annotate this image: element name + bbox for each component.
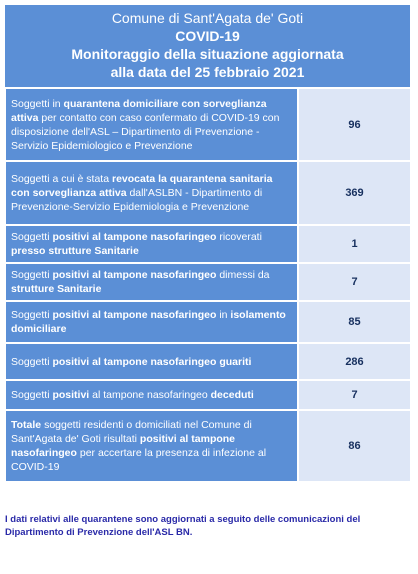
row-description [6,302,297,342]
municipality-title: Comune di Sant'Agata de' Goti [111,10,304,26]
description-bold-part: positivi al tampone nasofaringeo [52,231,217,243]
description-text-part: ricoverati [216,231,262,243]
description-bold-part: positivi al tampone nasofaringeo [52,269,217,281]
row-description [6,162,297,224]
description-bold-part: positivi [52,389,90,401]
description-bold-part: positivi al tampone nasofaringeo guariti [52,355,252,368]
row-description [6,411,297,481]
description-text-part: dimessi da [216,269,270,281]
description-bold-part: quarantena domiciliare con sorveglianza attiva [11,97,267,124]
table-body [5,87,410,481]
table-row [6,160,410,224]
covid-report-table [5,5,410,481]
description-text-part: per accertare la presenza di infezione al COVID-19 [11,447,267,473]
description-bold-part: positivi al tampone nasofaringeo [11,433,236,459]
row-value: 286 [297,344,410,379]
table-row [6,409,410,481]
row-value: 7 [297,381,410,409]
description-bold-part: presso strutture Sanitarie [11,245,139,257]
row-description [6,89,297,160]
table-row [6,379,410,409]
description-bold-part: positivi al tampone nasofaringeo [52,309,217,321]
description-bold-part: isolamento domiciliare [11,309,286,335]
table-row [6,342,410,379]
row-description [6,344,297,379]
footnote: I dati relativi alle quarantene sono aggiornati a seguito delle comunicazioni del Dipartimento di Prevenzione dell'ASL BN. [5,514,361,538]
table-row [6,300,410,342]
row-description [6,264,297,300]
table-row [6,87,410,160]
row-value: 86 [297,411,410,481]
row-description [6,226,297,262]
description-text-part: in [216,309,231,321]
report-date: alla data del 25 febbraio 2021 [110,64,305,80]
description-text-part: al tampone nasofaringeo [89,389,211,401]
row-description [6,381,297,409]
description-bold-part: deceduti [210,389,254,401]
row-value: 96 [297,89,410,160]
table-header [5,5,410,87]
row-value: 7 [297,264,410,300]
description-text-part: Soggetti [11,269,53,281]
row-value: 369 [297,162,410,224]
description-text-part: Soggetti [11,231,53,243]
description-text-part: Soggetti [11,389,53,401]
report-title: Monitoraggio della situazione aggiornata [71,46,344,62]
table-row [6,224,410,262]
description-bold-part: Totale [11,419,42,431]
row-value: 85 [297,302,410,342]
description-bold-part: strutture Sanitarie [11,283,102,295]
description-text-part: per contatto con caso confermato di COVID-19 con disposizione dell'ASL – Dipartimento di Prevenzione - Servizio Epidemiologico e Prevenzione [11,111,280,152]
description-text-part: Soggetti in [11,97,64,110]
description-text-part: Soggetti [11,309,53,321]
description-text-part: soggetti residenti o domiciliati nel Comune di Sant'Agata de' Goti risultati [11,419,252,445]
topic-title: COVID-19 [175,28,240,44]
table-row [6,262,410,300]
description-text-part: dall'ASLBN - Dipartimento di Prevenzione-Servizio Epidemiologia e Prevenzione [11,187,263,213]
description-text-part: Soggetti [11,355,53,368]
row-value: 1 [297,226,410,262]
description-bold-part: revocata la quarantena sanitaria con sorveglianza attiva [11,173,273,199]
description-text-part: Soggetti a cui è stata [11,173,112,185]
